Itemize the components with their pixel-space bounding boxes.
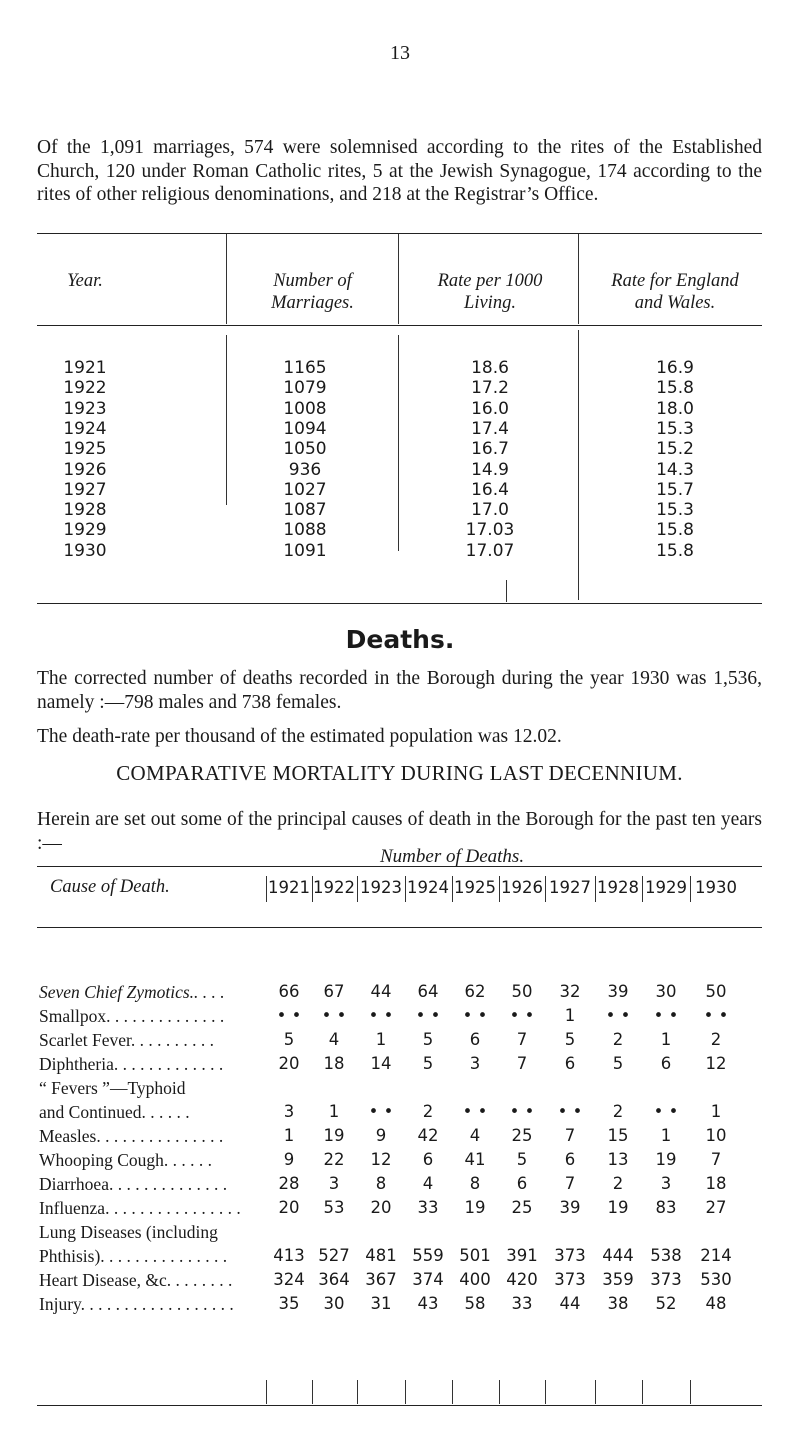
causes-intro-paragraph: Herein are set out some of the principal causes of death in the Borough for the past ten years :— — [37, 809, 762, 854]
death-count-cell: • • — [509, 1006, 535, 1025]
marriages-cell: 1091 — [283, 540, 327, 561]
death-count-cell: 66 — [278, 982, 300, 1001]
year-header: 1930 — [695, 878, 737, 897]
death-count-cell: 5 — [283, 1030, 295, 1049]
death-count-cell: • • — [368, 1102, 394, 1121]
death-count-cell: 52 — [655, 1294, 677, 1313]
mortality-heading: COMPARATIVE MORTALITY DURING LAST DECENNIUM. — [116, 761, 683, 785]
cause-label: Scarlet Fever. . . . . . . . . . — [39, 1030, 214, 1050]
year-header: 1926 — [501, 878, 543, 897]
death-count-cell: 2 — [612, 1030, 624, 1049]
rate-cell: 16.4 — [471, 479, 509, 500]
marriages-cell: 1008 — [283, 398, 327, 419]
death-count-cell: 391 — [506, 1246, 538, 1265]
cause-header: Cause of Death. — [50, 877, 170, 897]
death-count-cell: 4 — [328, 1030, 340, 1049]
death-count-cell: 3 — [469, 1054, 481, 1073]
year-cell: 1921 — [63, 358, 107, 378]
death-count-cell: 373 — [650, 1270, 682, 1289]
death-count-cell: • • — [321, 1006, 347, 1025]
death-count-cell: 7 — [516, 1054, 528, 1073]
death-count-cell: 1 — [328, 1102, 340, 1121]
death-count-cell: 28 — [278, 1174, 300, 1193]
mortality-header-rule — [37, 927, 762, 928]
death-count-cell: 22 — [323, 1150, 345, 1169]
death-count-cell: • • — [509, 1102, 535, 1121]
death-count-cell: 50 — [705, 982, 727, 1001]
cause-label: “ Fevers ”—Typhoid — [39, 1078, 186, 1098]
header-england-wales: Rate for England and Wales. — [611, 271, 739, 313]
death-count-cell: 12 — [370, 1150, 392, 1169]
death-count-cell: 324 — [273, 1270, 305, 1289]
death-count-cell: 14 — [370, 1054, 392, 1073]
column-divider — [499, 1380, 500, 1404]
death-count-cell: 400 — [459, 1270, 491, 1289]
death-count-cell: 30 — [323, 1294, 345, 1313]
marriages-cell: 936 — [288, 459, 322, 480]
death-count-cell: 39 — [607, 982, 629, 1001]
column-divider — [642, 876, 643, 902]
death-count-cell: 38 — [607, 1294, 629, 1313]
death-count-cell: 527 — [318, 1246, 350, 1265]
death-count-cell: 20 — [278, 1054, 300, 1073]
death-count-cell: 6 — [660, 1054, 672, 1073]
death-count-cell: 5 — [564, 1030, 576, 1049]
death-count-cell: 44 — [559, 1294, 581, 1313]
death-count-cell: 5 — [422, 1030, 434, 1049]
year-cell: 1928 — [63, 500, 107, 521]
year-cell: 1930 — [63, 540, 107, 561]
death-count-cell: • • — [703, 1006, 729, 1025]
death-count-cell: 32 — [559, 982, 581, 1001]
death-count-cell: 374 — [412, 1270, 444, 1289]
death-count-cell: 31 — [370, 1294, 392, 1313]
death-count-cell: • • — [462, 1102, 488, 1121]
death-rate-paragraph: The death-rate per thousand of the estimated population was 12.02. — [37, 726, 562, 747]
death-count-cell: 42 — [417, 1126, 439, 1145]
death-count-cell: 359 — [602, 1270, 634, 1289]
cause-label: Whooping Cough. . . . . . — [39, 1150, 213, 1170]
death-count-cell: 364 — [318, 1270, 350, 1289]
death-count-cell: 3 — [660, 1174, 672, 1193]
death-count-cell: 13 — [607, 1150, 629, 1169]
ew-rate-cell: 16.9 — [656, 358, 694, 378]
table-header-rule — [37, 325, 762, 326]
cause-label: Heart Disease, &c. . . . . . . . — [39, 1270, 233, 1290]
column-divider — [545, 876, 546, 902]
death-count-cell: 8 — [375, 1174, 387, 1193]
column-divider — [545, 1380, 546, 1404]
column-divider — [266, 876, 267, 902]
rate-cell: 16.0 — [471, 398, 509, 419]
cause-label: Diphtheria. . . . . . . . . . . . . — [39, 1054, 224, 1074]
ew-rate-cell: 15.3 — [656, 500, 694, 521]
column-divider — [357, 1380, 358, 1404]
death-count-cell: 33 — [417, 1198, 439, 1217]
year-cell: 1923 — [63, 398, 107, 419]
death-count-cell: 5 — [422, 1054, 434, 1073]
cause-label: Phthisis). . . . . . . . . . . . . . . — [39, 1246, 228, 1266]
death-count-cell: 19 — [464, 1198, 486, 1217]
death-count-cell: 15 — [607, 1126, 629, 1145]
number-of-deaths-header: Number of Deaths. — [380, 846, 525, 867]
death-count-cell: 6 — [422, 1150, 434, 1169]
cause-label: Seven Chief Zymotics.. . . . — [39, 982, 225, 1002]
year-cell: 1924 — [63, 418, 107, 439]
year-cell: 1925 — [63, 439, 107, 460]
death-count-cell: 33 — [511, 1294, 533, 1313]
year-header: 1928 — [597, 878, 639, 897]
death-count-cell: • • — [557, 1102, 583, 1121]
death-count-cell: 19 — [323, 1126, 345, 1145]
ew-rate-cell: 15.3 — [656, 418, 694, 439]
death-count-cell: 1 — [660, 1126, 672, 1145]
year-header: 1929 — [645, 878, 687, 897]
ew-rate-cell: 14.3 — [656, 459, 694, 480]
death-count-cell: • • — [276, 1006, 302, 1025]
death-count-cell: 538 — [650, 1246, 682, 1265]
death-count-cell: 62 — [464, 982, 486, 1001]
cause-label: Injury. . . . . . . . . . . . . . . . . . — [39, 1294, 234, 1314]
death-count-cell: 444 — [602, 1246, 634, 1265]
death-count-cell: 1 — [375, 1030, 387, 1049]
death-count-cell: 420 — [506, 1270, 538, 1289]
death-count-cell: • • — [368, 1006, 394, 1025]
column-divider — [690, 876, 691, 902]
marriages-cell: 1087 — [283, 500, 327, 521]
death-count-cell: • • — [605, 1006, 631, 1025]
death-count-cell: 7 — [564, 1174, 576, 1193]
column-divider — [499, 876, 500, 902]
cause-label: Diarrhoea. . . . . . . . . . . . . . — [39, 1174, 228, 1194]
death-count-cell: 30 — [655, 982, 677, 1001]
death-count-cell: 1 — [660, 1030, 672, 1049]
death-count-cell: • • — [653, 1102, 679, 1121]
marriages-cell: 1027 — [283, 479, 327, 500]
death-count-cell: 5 — [516, 1150, 528, 1169]
ew-rate-cell: 15.2 — [656, 439, 694, 460]
death-count-cell: 6 — [564, 1150, 576, 1169]
marriages-paragraph: Of the 1,091 marriages, 574 were solemnised according to the rites of the Established Church, 120 under Roman Catholic rites, 5 at the Jewish Synagogue, 174 according to the rites of other religious denominations, and 218 at the Registrar’s Office. — [37, 137, 762, 205]
year-header: 1925 — [454, 878, 496, 897]
column-divider — [452, 1380, 453, 1404]
death-count-cell: 1 — [710, 1102, 722, 1121]
death-count-cell: 481 — [365, 1246, 397, 1265]
rate-cell: 17.07 — [465, 540, 515, 561]
death-count-cell: 41 — [464, 1150, 486, 1169]
death-count-cell: 18 — [323, 1054, 345, 1073]
death-count-cell: 3 — [283, 1102, 295, 1121]
year-header: 1922 — [313, 878, 355, 897]
deaths-paragraph: The corrected number of deaths recorded in the Borough during the year 1930 was 1,536, namely :—798 males and 738 females. — [37, 668, 762, 713]
death-count-cell: 64 — [417, 982, 439, 1001]
mortality-bottom-rule — [37, 1405, 762, 1406]
deaths-heading: Deaths. — [345, 625, 455, 654]
death-count-cell: 7 — [710, 1150, 722, 1169]
death-count-cell: 25 — [511, 1126, 533, 1145]
column-divider — [357, 876, 358, 902]
death-count-cell: 18 — [705, 1174, 727, 1193]
death-count-cell: • • — [653, 1006, 679, 1025]
rate-cell: 17.4 — [471, 418, 509, 439]
death-count-cell: 25 — [511, 1198, 533, 1217]
death-count-cell: 19 — [655, 1150, 677, 1169]
ew-rate-cell: 15.7 — [656, 479, 694, 500]
year-cell: 1929 — [63, 520, 107, 541]
death-count-cell: 2 — [710, 1030, 722, 1049]
death-count-cell: 214 — [700, 1246, 732, 1265]
cause-label: Influenza. . . . . . . . . . . . . . . . — [39, 1198, 241, 1218]
marriages-cell: 1079 — [283, 378, 327, 399]
cause-label: Measles. . . . . . . . . . . . . . . — [39, 1126, 224, 1146]
death-count-cell: 27 — [705, 1198, 727, 1217]
death-count-cell: 9 — [283, 1150, 295, 1169]
header-year: Year. — [67, 271, 103, 291]
death-count-cell: 7 — [564, 1126, 576, 1145]
year-cell: 1927 — [63, 479, 107, 500]
death-count-cell: 44 — [370, 982, 392, 1001]
column-divider — [312, 1380, 313, 1404]
death-count-cell: 367 — [365, 1270, 397, 1289]
column-divider — [405, 876, 406, 902]
cause-label: Smallpox. . . . . . . . . . . . . . — [39, 1006, 225, 1026]
death-count-cell: 6 — [564, 1054, 576, 1073]
death-count-cell: 6 — [516, 1174, 528, 1193]
rate-cell: 17.03 — [465, 520, 515, 541]
column-divider — [452, 876, 453, 902]
death-count-cell: 67 — [323, 982, 345, 1001]
death-count-cell: 20 — [370, 1198, 392, 1217]
column-divider — [266, 1380, 267, 1404]
table-top-rule — [37, 233, 762, 234]
death-count-cell: 2 — [422, 1102, 434, 1121]
death-count-cell: 12 — [705, 1054, 727, 1073]
marriages-cell: 1088 — [283, 520, 327, 541]
column-divider — [595, 876, 596, 902]
death-count-cell: 413 — [273, 1246, 305, 1265]
death-count-cell: 43 — [417, 1294, 439, 1313]
marriages-cell: 1094 — [283, 418, 327, 439]
death-count-cell: 2 — [612, 1174, 624, 1193]
rate-cell: 16.7 — [471, 439, 509, 460]
death-count-cell: 501 — [459, 1246, 491, 1265]
year-header: 1921 — [268, 878, 310, 897]
column-divider — [595, 1380, 596, 1404]
death-count-cell: • • — [462, 1006, 488, 1025]
rate-cell: 17.0 — [471, 500, 509, 521]
year-header: 1923 — [360, 878, 402, 897]
ew-rate-cell: 15.8 — [656, 378, 694, 399]
cause-label: and Continued. . . . . . — [39, 1102, 190, 1122]
death-count-cell: 1 — [283, 1126, 295, 1145]
death-count-cell: 4 — [422, 1174, 434, 1193]
ew-rate-cell: 18.0 — [656, 398, 694, 419]
cause-label: Lung Diseases (including — [39, 1222, 218, 1242]
header-rate: Rate per 1000 Living. — [437, 271, 543, 313]
death-count-cell: 3 — [328, 1174, 340, 1193]
page-number: 13 — [390, 42, 410, 64]
ew-rate-cell: 15.8 — [656, 520, 694, 541]
year-cell: 1926 — [63, 459, 107, 480]
year-header: 1927 — [549, 878, 591, 897]
death-count-cell: 1 — [564, 1006, 576, 1025]
death-count-cell: 50 — [511, 982, 533, 1001]
death-count-cell: 83 — [655, 1198, 677, 1217]
column-divider — [312, 876, 313, 902]
death-count-cell: 20 — [278, 1198, 300, 1217]
header-marriages: Number of Marriages. — [271, 271, 354, 313]
year-cell: 1922 — [63, 378, 107, 399]
death-count-cell: 530 — [700, 1270, 732, 1289]
rate-cell: 17.2 — [471, 378, 509, 399]
marriages-cell: 1050 — [283, 439, 327, 460]
death-count-cell: 6 — [469, 1030, 481, 1049]
death-count-cell: 7 — [516, 1030, 528, 1049]
death-count-cell: 48 — [705, 1294, 727, 1313]
death-count-cell: 373 — [554, 1246, 586, 1265]
death-count-cell: 19 — [607, 1198, 629, 1217]
death-count-cell: 9 — [375, 1126, 387, 1145]
column-divider — [642, 1380, 643, 1404]
rate-cell: 14.9 — [471, 459, 509, 480]
death-count-cell: 4 — [469, 1126, 481, 1145]
year-header: 1924 — [407, 878, 449, 897]
death-count-cell: • • — [415, 1006, 441, 1025]
death-count-cell: 559 — [412, 1246, 444, 1265]
ew-rate-cell: 15.8 — [656, 540, 694, 561]
death-count-cell: 58 — [464, 1294, 486, 1313]
death-count-cell: 2 — [612, 1102, 624, 1121]
death-count-cell: 5 — [612, 1054, 624, 1073]
death-count-cell: 35 — [278, 1294, 300, 1313]
column-divider — [405, 1380, 406, 1404]
death-count-cell: 8 — [469, 1174, 481, 1193]
death-count-cell: 53 — [323, 1198, 345, 1217]
death-count-cell: 39 — [559, 1198, 581, 1217]
table-bottom-rule — [37, 603, 762, 604]
rate-cell: 18.6 — [471, 358, 509, 378]
marriages-cell: 1165 — [283, 358, 327, 378]
column-divider — [690, 1380, 691, 1404]
death-count-cell: 373 — [554, 1270, 586, 1289]
death-count-cell: 10 — [705, 1126, 727, 1145]
